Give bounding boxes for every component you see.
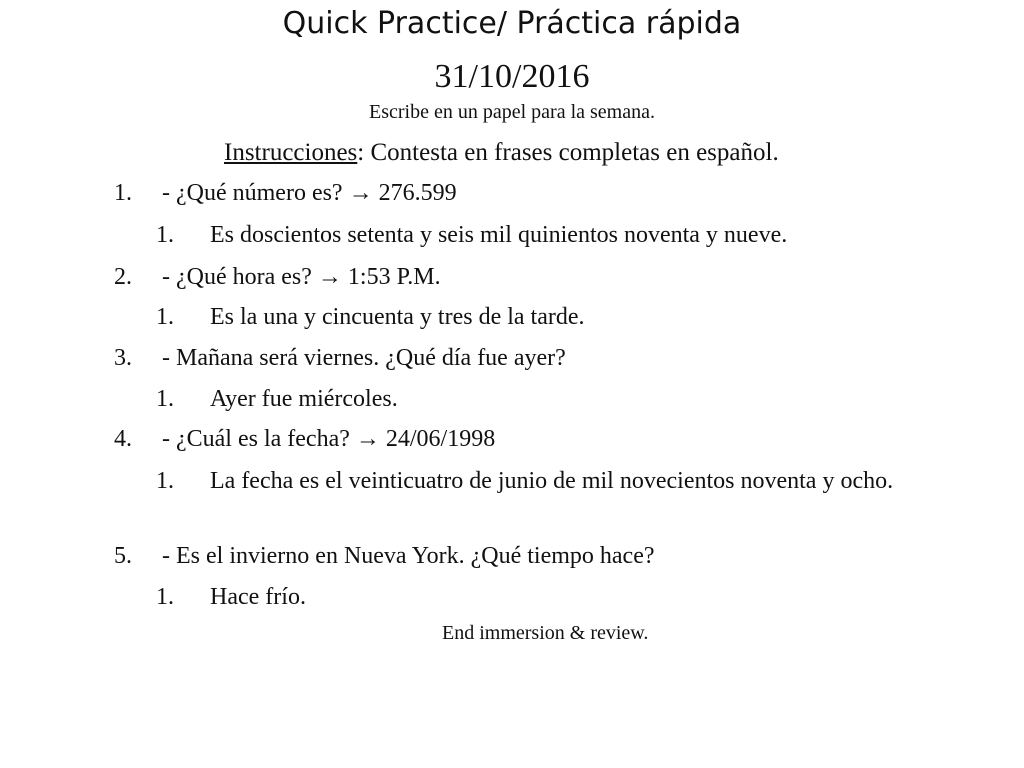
question-text: - ¿Qué número es? → 276.599	[162, 180, 457, 206]
answer-text: Ayer fue miércoles.	[210, 386, 398, 412]
slide-title: Quick Practice/ Práctica rápida	[282, 6, 742, 41]
answer-number: 1.	[156, 584, 174, 610]
question-number: 3.	[114, 345, 132, 371]
question-item	[114, 262, 441, 292]
instructions-label: Instrucciones	[224, 139, 358, 166]
question-item	[114, 343, 566, 373]
question-text: - Es el invierno en Nueva York. ¿Qué tiempo hace?	[162, 543, 655, 569]
question-item	[114, 541, 655, 571]
instructions	[224, 138, 779, 168]
question-item	[114, 178, 457, 208]
question-number: 2.	[114, 264, 132, 290]
answer-number: 1.	[156, 468, 174, 494]
question-number: 1.	[114, 180, 132, 206]
answer-item	[156, 466, 1010, 496]
answer-text: Hace frío.	[210, 584, 306, 610]
question-text: - ¿Cuál es la fecha? → 24/06/1998	[162, 426, 496, 452]
question-text: - Mañana será viernes. ¿Qué día fue ayer?	[162, 345, 566, 371]
slide-subtitle: Escribe en un papel para la semana.	[369, 101, 655, 123]
footer-note: End immersion & review.	[442, 622, 649, 644]
instructions-text: : Contesta en frases completas en español.	[357, 139, 779, 166]
answer-item	[156, 582, 1010, 612]
answer-number: 1.	[156, 386, 174, 412]
answer-number: 1.	[156, 222, 174, 248]
answer-text: La fecha es el veinticuatro de junio de mil novecientos noventa y ocho.	[210, 468, 894, 494]
question-item	[114, 424, 495, 454]
answer-item	[156, 220, 1010, 250]
question-text: - ¿Qué hora es? → 1:53 P.M.	[162, 264, 441, 290]
question-number: 4.	[114, 426, 132, 452]
answer-item	[156, 384, 1010, 414]
answer-text: Es la una y cincuenta y tres de la tarde.	[210, 304, 585, 330]
answer-item	[156, 302, 1010, 332]
slide-date: 31/10/2016	[434, 58, 590, 95]
answer-text: Es doscientos setenta y seis mil quinientos noventa y nueve.	[210, 222, 788, 248]
question-number: 5.	[114, 543, 132, 569]
answer-number: 1.	[156, 304, 174, 330]
